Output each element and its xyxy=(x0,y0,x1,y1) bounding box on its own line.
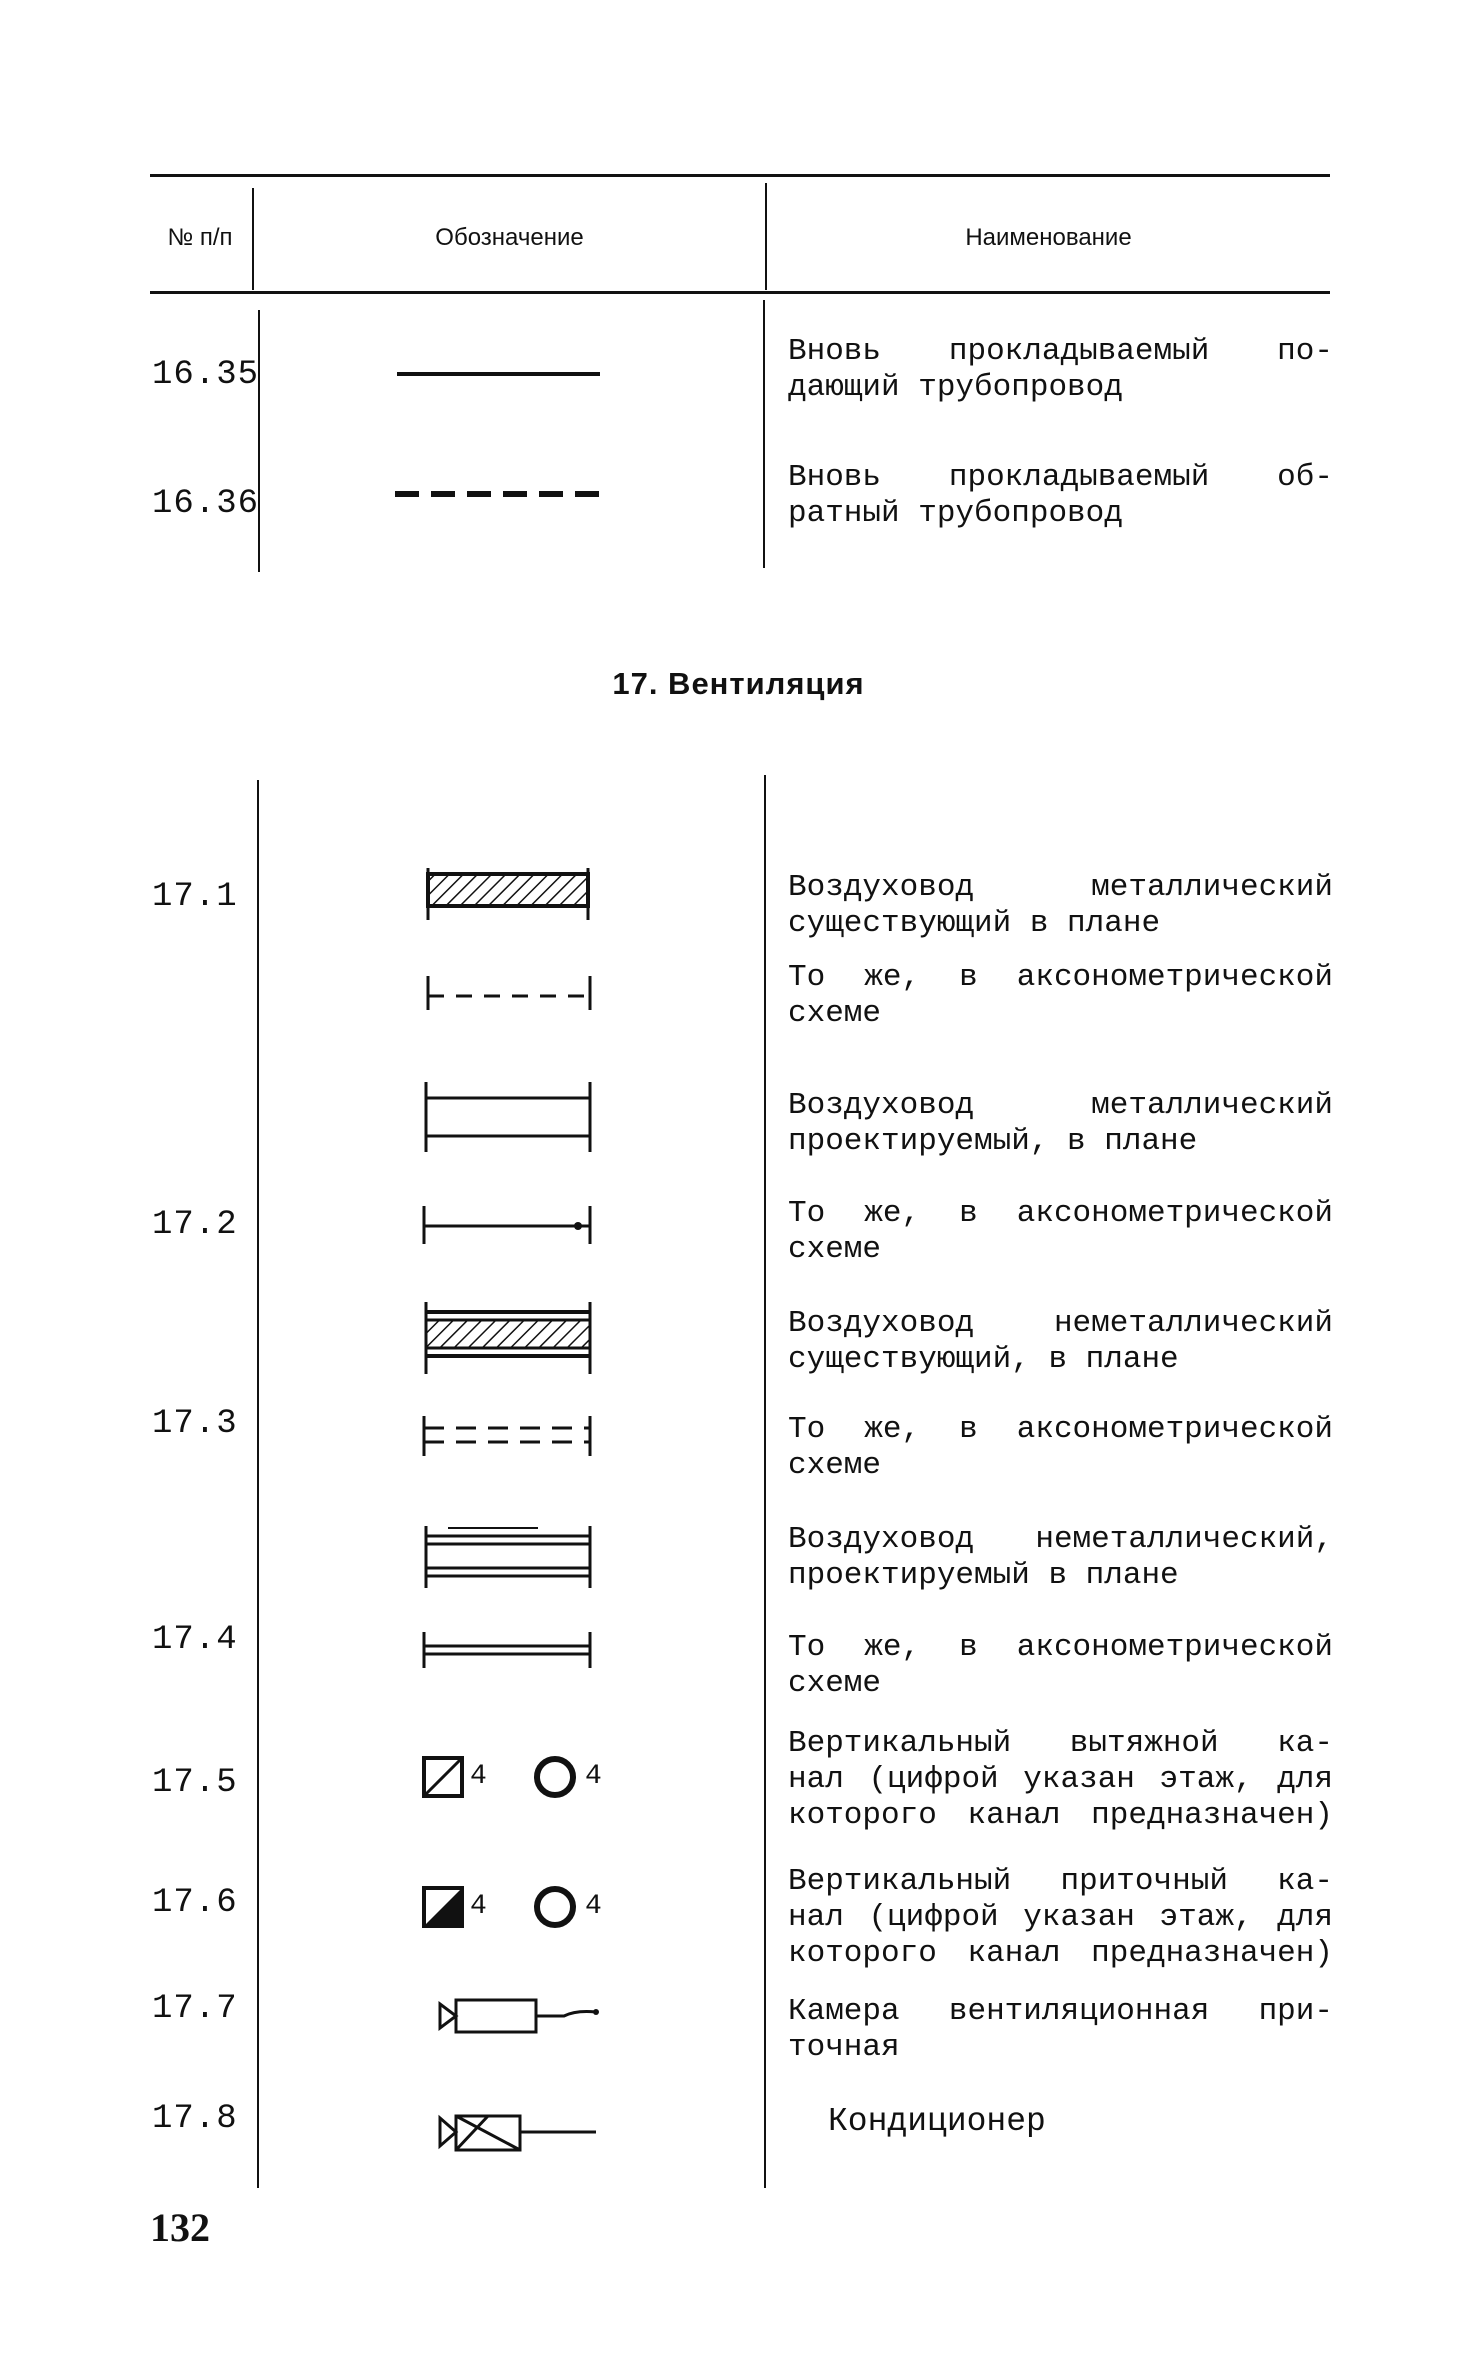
description-line: существующий в плане xyxy=(788,906,1161,941)
header-symbol-column: Обозначение xyxy=(435,224,584,251)
description-line: проектируемый в плане xyxy=(788,1558,1179,1593)
metal-duct-designed-axonometric-symbol xyxy=(416,1200,606,1250)
floor-digit-circle: 4 xyxy=(585,1891,603,1922)
description-line: Воздуховод металлический xyxy=(788,870,1333,905)
metal-duct-existing-plan-symbol xyxy=(420,860,600,930)
description-17-8 xyxy=(828,2104,1373,2140)
row-number-16-35: 16.35 xyxy=(152,356,260,394)
row-number-17-1: 17.1 xyxy=(152,878,238,916)
page-number: 132 xyxy=(150,2205,210,2250)
description-line: Вновь прокладываемый об- xyxy=(788,460,1333,495)
description-line: Воздуховод металлический xyxy=(788,1088,1333,1123)
dashed-line-symbol xyxy=(393,484,608,504)
description-line: схеме xyxy=(788,1448,882,1483)
description-line: проектируемый, в плане xyxy=(788,1124,1198,1159)
description-line: То же, в аксонометрической xyxy=(788,1196,1333,1231)
row-number-17-6: 17.6 xyxy=(152,1884,238,1922)
description-16-35 xyxy=(788,334,1333,406)
row-number-16-36: 16.36 xyxy=(152,485,260,523)
section16-divider-2 xyxy=(763,300,765,568)
description-17-5 xyxy=(788,1726,1333,1834)
description-line: ратный трубопровод xyxy=(788,496,1123,531)
description-17-4-plan xyxy=(788,1522,1333,1594)
description-17-3-plan xyxy=(788,1306,1333,1378)
floor-digit-square: 4 xyxy=(470,1761,488,1792)
solid-line-symbol xyxy=(395,364,605,384)
section-title-ventilation: 17. Вентиляция xyxy=(612,666,865,701)
description-line: Камера вентиляционная при- xyxy=(788,1994,1333,2029)
table-top-rule xyxy=(150,174,1330,177)
row-number-17-8: 17.8 xyxy=(152,2100,238,2138)
row-number-17-5: 17.5 xyxy=(152,1764,238,1802)
description-line: которого канал предназначен) xyxy=(788,1798,1333,1833)
section17-divider-1 xyxy=(257,780,259,2188)
nonmetal-duct-designed-axonometric-symbol xyxy=(416,1628,606,1673)
table-header-bottom-rule xyxy=(150,291,1330,294)
description-line: Воздуховод неметаллический, xyxy=(788,1522,1333,1557)
description-line: которого канал предназначен) xyxy=(788,1936,1333,1971)
description-17-1-axon xyxy=(788,960,1333,1032)
nonmetal-duct-designed-plan-symbol xyxy=(418,1522,603,1592)
air-conditioner-symbol xyxy=(436,2108,611,2158)
description-line: Вертикальный приточный ка- xyxy=(788,1864,1333,1899)
section17-divider-2 xyxy=(764,775,766,2188)
description-17-4-axon xyxy=(788,1630,1333,1702)
description-17-2-axon xyxy=(788,1196,1333,1268)
nonmetal-duct-existing-plan-symbol xyxy=(418,1298,603,1378)
section16-divider-1 xyxy=(258,310,260,572)
description-17-1-plan xyxy=(788,870,1333,942)
floor-digit-square: 4 xyxy=(470,1891,488,1922)
description-line: Вертикальный вытяжной ка- xyxy=(788,1726,1333,1761)
description-line: То же, в аксонометрической xyxy=(788,1630,1333,1665)
description-line: нал (цифрой указан этаж, для xyxy=(788,1762,1333,1797)
description-line: схеме xyxy=(788,1666,882,1701)
header-number-column: № п/п xyxy=(167,224,233,251)
description-line: существующий, в плане xyxy=(788,1342,1179,1377)
header-name-column: Наименование xyxy=(965,224,1132,251)
description-17-3-axon xyxy=(788,1412,1333,1484)
description-line: То же, в аксонометрической xyxy=(788,1412,1333,1447)
description-17-2-plan xyxy=(788,1088,1333,1160)
description-line: схеме xyxy=(788,1232,882,1267)
row-number-17-4: 17.4 xyxy=(152,1621,238,1659)
supply-ventilation-chamber-symbol xyxy=(436,1992,611,2042)
description-line: Кондиционер xyxy=(828,2103,1046,2140)
description-line: Воздуховод неметаллический xyxy=(788,1306,1333,1341)
metal-duct-designed-plan-symbol xyxy=(418,1078,603,1158)
description-line: Вновь прокладываемый по- xyxy=(788,334,1333,369)
nonmetal-duct-existing-axonometric-symbol xyxy=(416,1412,606,1462)
description-line: схеме xyxy=(788,996,882,1031)
row-number-17-2: 17.2 xyxy=(152,1206,238,1244)
floor-digit-circle: 4 xyxy=(585,1761,603,1792)
row-number-17-3: 17.3 xyxy=(152,1405,238,1443)
description-17-7 xyxy=(788,1994,1333,2066)
description-line: точная xyxy=(788,2030,900,2065)
description-17-6 xyxy=(788,1864,1333,1972)
description-line: нал (цифрой указан этаж, для xyxy=(788,1900,1333,1935)
row-number-17-7: 17.7 xyxy=(152,1990,238,2028)
description-line: То же, в аксонометрической xyxy=(788,960,1333,995)
metal-duct-existing-axonometric-symbol xyxy=(420,970,600,1020)
description-line: дающий трубопровод xyxy=(788,370,1123,405)
description-16-36 xyxy=(788,460,1333,532)
